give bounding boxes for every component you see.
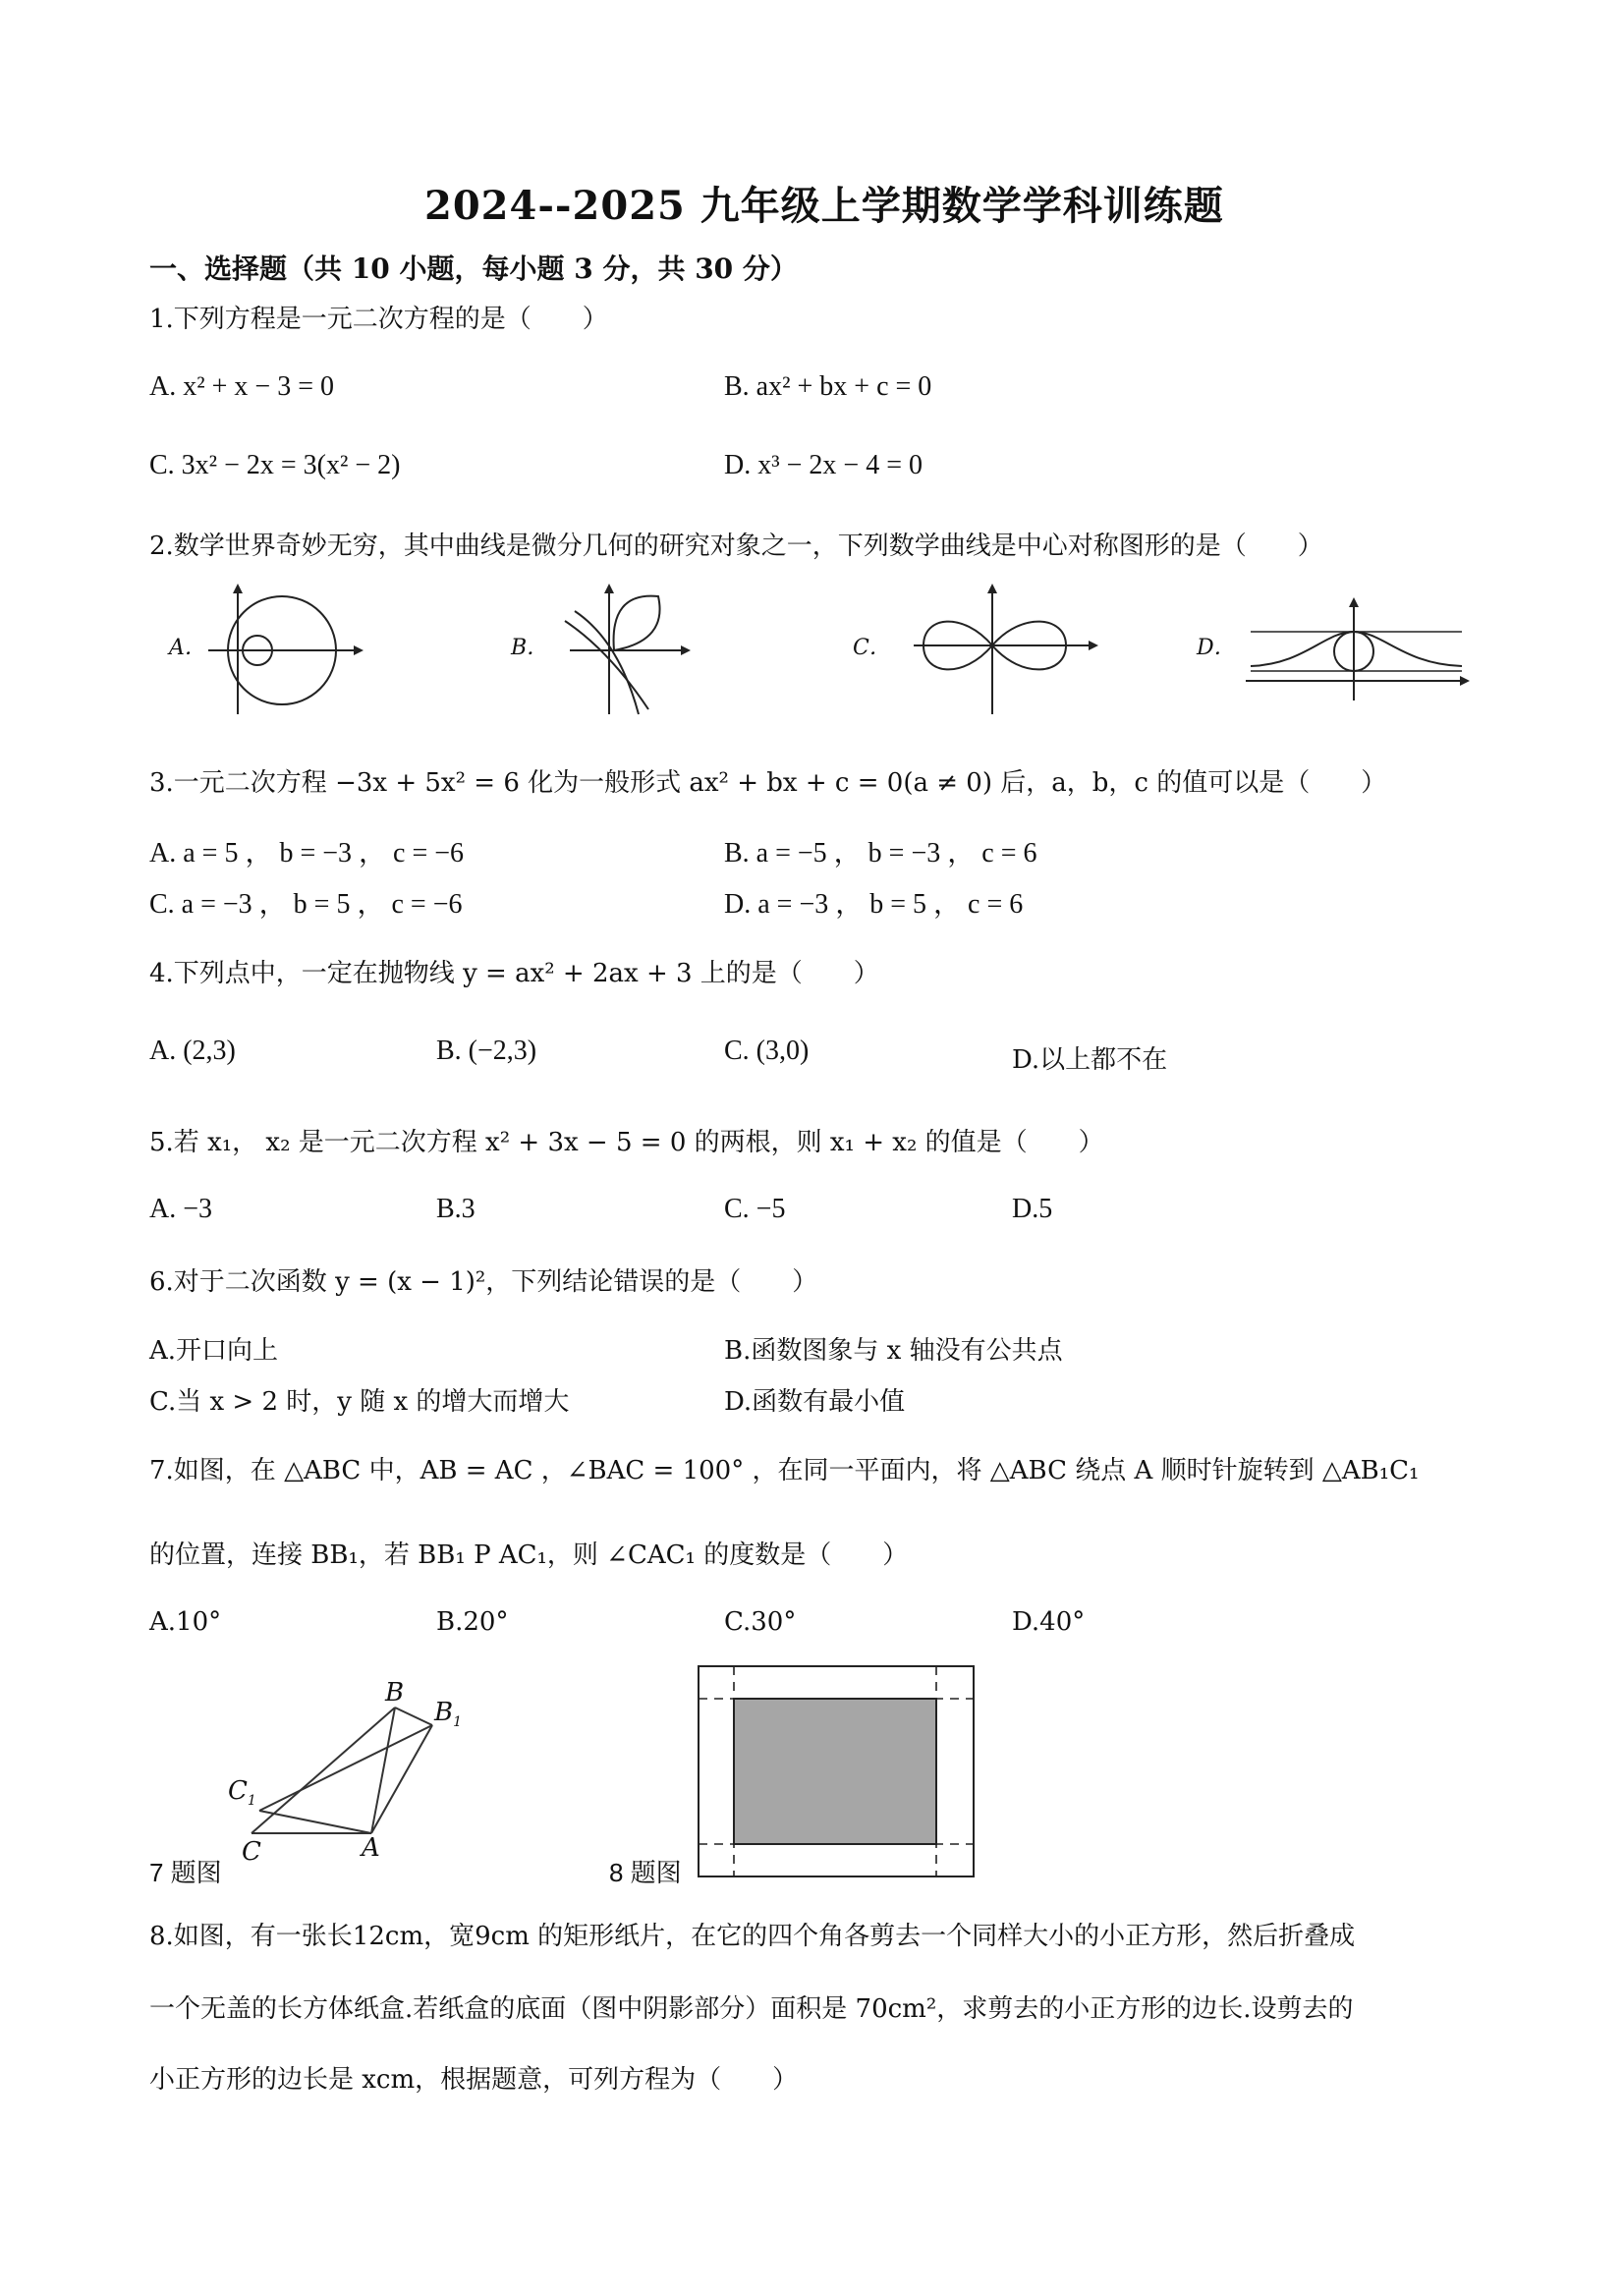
q4-option-c: C. (3,0) (724, 1036, 810, 1066)
q6-option-d: D.函数有最小值 (724, 1387, 906, 1417)
q7-option-c: C.30° (724, 1607, 797, 1637)
question-4-stem: 4.下列点中，一定在抛物线 y = ax² + 2ax + 3 上的是（ ） (149, 959, 879, 988)
q4-option-a: A. (2,3) (149, 1036, 236, 1066)
question-8-line1: 8.如图，有一张长12cm，宽9cm 的矩形纸片，在它的四个角各剪去一个同样大小的小正方形，然后折叠成 (149, 1922, 1356, 1951)
q7-option-d: D.40° (1012, 1607, 1086, 1637)
q2-figure-b (550, 582, 707, 719)
q3-option-a: A. a = 5 ， b = −3 ， c = −6 (149, 838, 465, 868)
q6-option-b: B.函数图象与 x 轴没有公共点 (724, 1336, 1063, 1366)
figure-8-paper (698, 1665, 977, 1881)
fig7-label-B1-letter: B (434, 1698, 454, 1727)
q1-option-b: B. ax² + bx + c = 0 (724, 371, 932, 402)
question-2-stem: 2.数学世界奇妙无穷，其中曲线是微分几何的研究对象之一，下列数学曲线是中心对称图形的是（ ） (149, 532, 1323, 561)
figure-7-triangle (226, 1680, 462, 1876)
q2-figure-c (894, 582, 1110, 719)
question-6-stem: 6.对于二次函数 y = (x − 1)²，下列结论错误的是（ ） (149, 1267, 818, 1297)
q2-figure-d (1246, 597, 1482, 705)
question-5-stem: 5.若 x₁， x₂ 是一元二次方程 x² + 3x − 5 = 0 的两根，则 x₁ + x₂ 的值是（ ） (149, 1128, 1104, 1157)
fig7-label-C: C (242, 1837, 261, 1867)
question-8-line2: 一个无盖的长方体纸盒.若纸盒的底面（图中阴影部分）面积是 70cm²，求剪去的小正方形的边长.设剪去的 (149, 1994, 1354, 2024)
q3-option-b: B. a = −5 ， b = −3 ， c = 6 (724, 838, 1037, 868)
q2-option-b-label: B． (511, 636, 549, 660)
figure-7-caption: 7 题图 (149, 1858, 222, 1887)
q4-option-d: D.以上都不在 (1012, 1045, 1168, 1075)
question-7-stem-line2: 的位置，连接 BB₁，若 BB₁ P AC₁，则 ∠CAC₁ 的度数是（ ） (149, 1540, 909, 1570)
fig7-label-C1-letter: C (228, 1776, 248, 1806)
q6-option-a: A.开口向上 (149, 1336, 279, 1366)
fig7-label-C1-subscript: 1 (247, 1793, 256, 1810)
page-title: 2024--2025 九年级上学期数学学科训练题 (424, 183, 1224, 229)
q4-option-b: B. (−2,3) (436, 1036, 537, 1066)
q1-option-a: A. x² + x − 3 = 0 (149, 371, 334, 402)
fig7-label-B1 (434, 1698, 462, 1730)
fig7-label-B1-subscript: 1 (453, 1714, 463, 1731)
q5-option-d: D.5 (1012, 1194, 1053, 1224)
question-7-stem-line1: 7.如图，在 △ABC 中，AB = AC ，∠BAC = 100° ，在同一平面内，将 △ABC 绕点 A 顺时针旋转到 △AB₁C₁ (149, 1456, 1420, 1485)
q3-option-c: C. a = −3 ， b = 5 ， c = −6 (149, 889, 463, 920)
q3-option-d: D. a = −3 ， b = 5 ， c = 6 (724, 889, 1024, 920)
q7-option-a: A.10° (149, 1607, 222, 1637)
q2-option-c-label: C． (853, 636, 891, 660)
q5-option-a: A. −3 (149, 1194, 213, 1224)
question-1-stem: 1.下列方程是一元二次方程的是（ ） (149, 305, 608, 334)
fig7-label-A: A (362, 1833, 380, 1863)
figure-8-caption: 8 题图 (609, 1858, 682, 1887)
fig7-label-C1 (228, 1776, 256, 1809)
q7-option-b: B.20° (436, 1607, 509, 1637)
q6-option-c: C.当 x > 2 时，y 随 x 的增大而增大 (149, 1387, 570, 1417)
q1-option-d: D. x³ − 2x − 4 = 0 (724, 450, 923, 480)
q5-option-c: C. −5 (724, 1194, 786, 1224)
q2-option-a-label: A． (169, 636, 206, 660)
question-3-stem: 3.一元二次方程 −3x + 5x² = 6 化为一般形式 ax² + bx + c = 0(a ≠ 0) 后，a，b，c 的值可以是（ ） (149, 768, 1387, 798)
q2-figure-a (208, 582, 365, 719)
section-heading: 一、选择题（共 10 小题，每小题 3 分，共 30 分） (149, 252, 798, 285)
question-8-line3: 小正方形的边长是 xcm，根据题意，可列方程为（ ） (149, 2065, 799, 2095)
q2-option-d-label: D． (1197, 636, 1236, 660)
q1-option-c: C. 3x² − 2x = 3(x² − 2) (149, 450, 401, 480)
fig7-label-B: B (385, 1678, 405, 1708)
q5-option-b: B.3 (436, 1194, 476, 1224)
